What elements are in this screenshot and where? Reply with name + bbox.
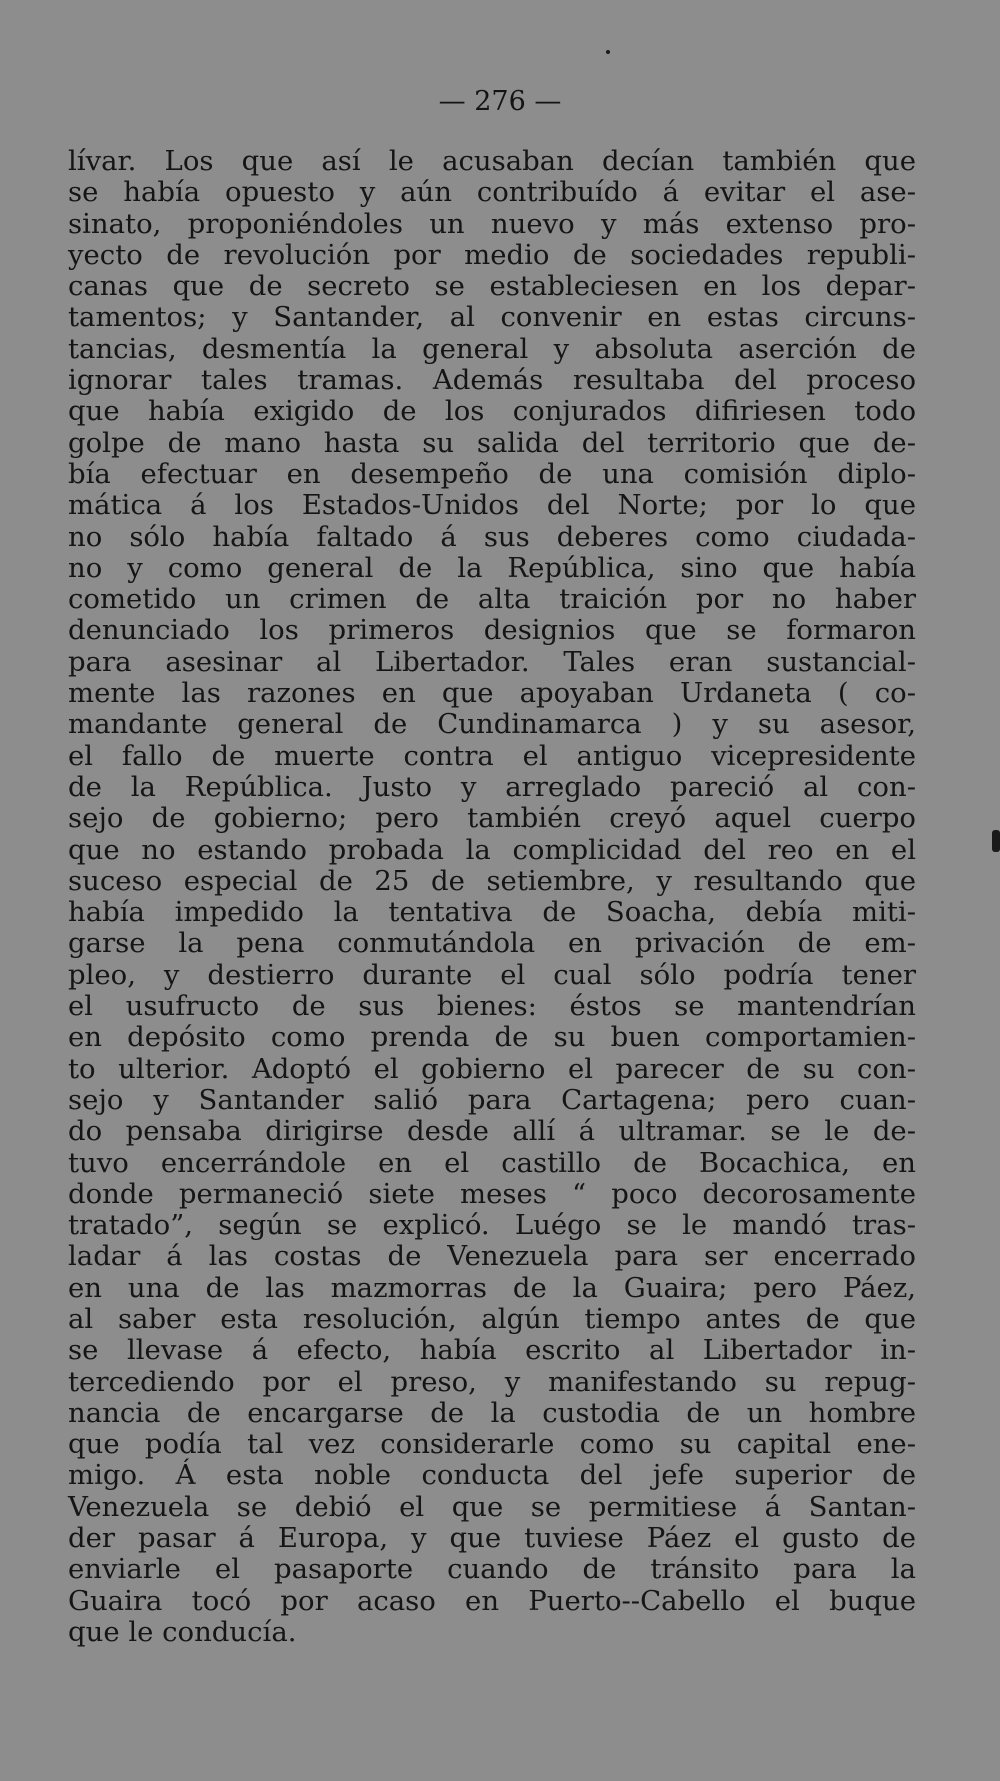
text-line: Guaira tocó por acaso en Puerto--Cabello el buque	[68, 1584, 916, 1617]
text-line: mandante general de Cundinamarca ) y su asesor,	[68, 708, 916, 741]
text-line: der pasar á Europa, y que tuviese Páez el gusto de	[68, 1522, 916, 1555]
text-line: cometido un crimen de alta traición por no haber	[68, 583, 916, 616]
text-line: sinato, proponiéndoles un nuevo y más extenso pro-	[68, 207, 916, 240]
text-line: que no estando probada la complicidad del reo en el	[68, 833, 916, 866]
text-line: sejo y Santander salió para Cartagena; pero cuan-	[68, 1083, 916, 1116]
text-line: to ulterior. Adoptó el gobierno el parecer de su con-	[68, 1052, 916, 1085]
text-line: tamentos; y Santander, al convenir en estas circuns-	[68, 301, 916, 334]
text-line: enviarle el pasaporte cuando de tránsito para la	[68, 1553, 916, 1586]
text-line: suceso especial de 25 de setiembre, y resultando que	[68, 864, 916, 897]
text-line: yecto de revolución por medio de sociedades republi-	[68, 238, 916, 271]
text-line: Venezuela se debió el que se permitiese á Santan-	[68, 1490, 916, 1523]
text-line: se había opuesto y aún contribuído á evitar el ase-	[68, 176, 916, 209]
text-line: tratado”, según se explicó. Luégo se le mandó tras-	[68, 1209, 916, 1242]
text-line: lívar. Los que así le acusaban decían también que	[68, 145, 916, 177]
text-line: migo. Á esta noble conducta del jefe superior de	[68, 1459, 916, 1492]
text-line: el fallo de muerte contra el antiguo vicepresidente	[68, 739, 916, 772]
text-line: en depósito como prenda de su buen comportamien-	[68, 1021, 916, 1054]
text-line: ignorar tales tramas. Además resultaba del proceso	[68, 364, 916, 397]
text-line: tancias, desmentía la general y absoluta aserción de	[68, 332, 916, 365]
text-line: do pensaba dirigirse desde allí á ultramar. se le de-	[68, 1115, 916, 1148]
ink-speck	[606, 50, 610, 54]
text-line: pleo, y destierro durante el cual sólo podría tener	[68, 958, 916, 991]
text-line: golpe de mano hasta su salida del territorio que de-	[68, 426, 916, 459]
text-line: de la República. Justo y arreglado pareció al con-	[68, 770, 916, 803]
margin-ink-mark	[992, 830, 1000, 852]
text-line: donde permaneció siete meses “ poco decorosamente	[68, 1177, 916, 1210]
text-line: nancia de encargarse de la custodia de un hombre	[68, 1396, 916, 1429]
text-line: no y como general de la República, sino que había	[68, 551, 916, 584]
text-line: había impedido la tentativa de Soacha, debía miti-	[68, 896, 916, 929]
text-line: que había exigido de los conjurados difiriesen todo	[68, 395, 916, 428]
text-line: canas que de secreto se estableciesen en los depar-	[68, 270, 916, 303]
text-line: garse la pena conmutándola en privación de em-	[68, 927, 916, 960]
text-line: el usufructo de sus bienes: éstos se mantendrían	[68, 990, 916, 1023]
text-line: mática á los Estados-Unidos del Norte; por lo que	[68, 489, 916, 522]
text-line: al saber esta resolución, algún tiempo antes de que	[68, 1302, 916, 1335]
text-line: en una de las mazmorras de la Guaira; pero Páez,	[68, 1271, 916, 1304]
text-line: denunciado los primeros designios que se formaron	[68, 614, 916, 647]
text-line: sejo de gobierno; pero también creyó aquel cuerpo	[68, 802, 916, 835]
text-line: tuvo encerrándole en el castillo de Bocachica, en	[68, 1146, 916, 1179]
page-number: — 276 —	[438, 86, 562, 117]
text-line: se llevase á efecto, había escrito al Libertador in-	[68, 1334, 916, 1367]
text-line: no sólo había faltado á sus deberes como ciudada-	[68, 520, 916, 553]
text-line: bía efectuar en desempeño de una comisión diplo-	[68, 457, 916, 490]
text-line: que le conducía.	[68, 1615, 297, 1648]
text-line: ladar á las costas de Venezuela para ser encerrado	[68, 1240, 916, 1273]
text-line: para asesinar al Libertador. Tales eran sustancial-	[68, 645, 916, 678]
text-line: mente las razones en que apoyaban Urdaneta ( co-	[68, 677, 916, 710]
text-line: que podía tal vez considerarle como su capital ene-	[68, 1428, 916, 1461]
text-line: tercediendo por el preso, y manifestando su repug-	[68, 1365, 916, 1398]
body-paragraph	[68, 146, 916, 1648]
